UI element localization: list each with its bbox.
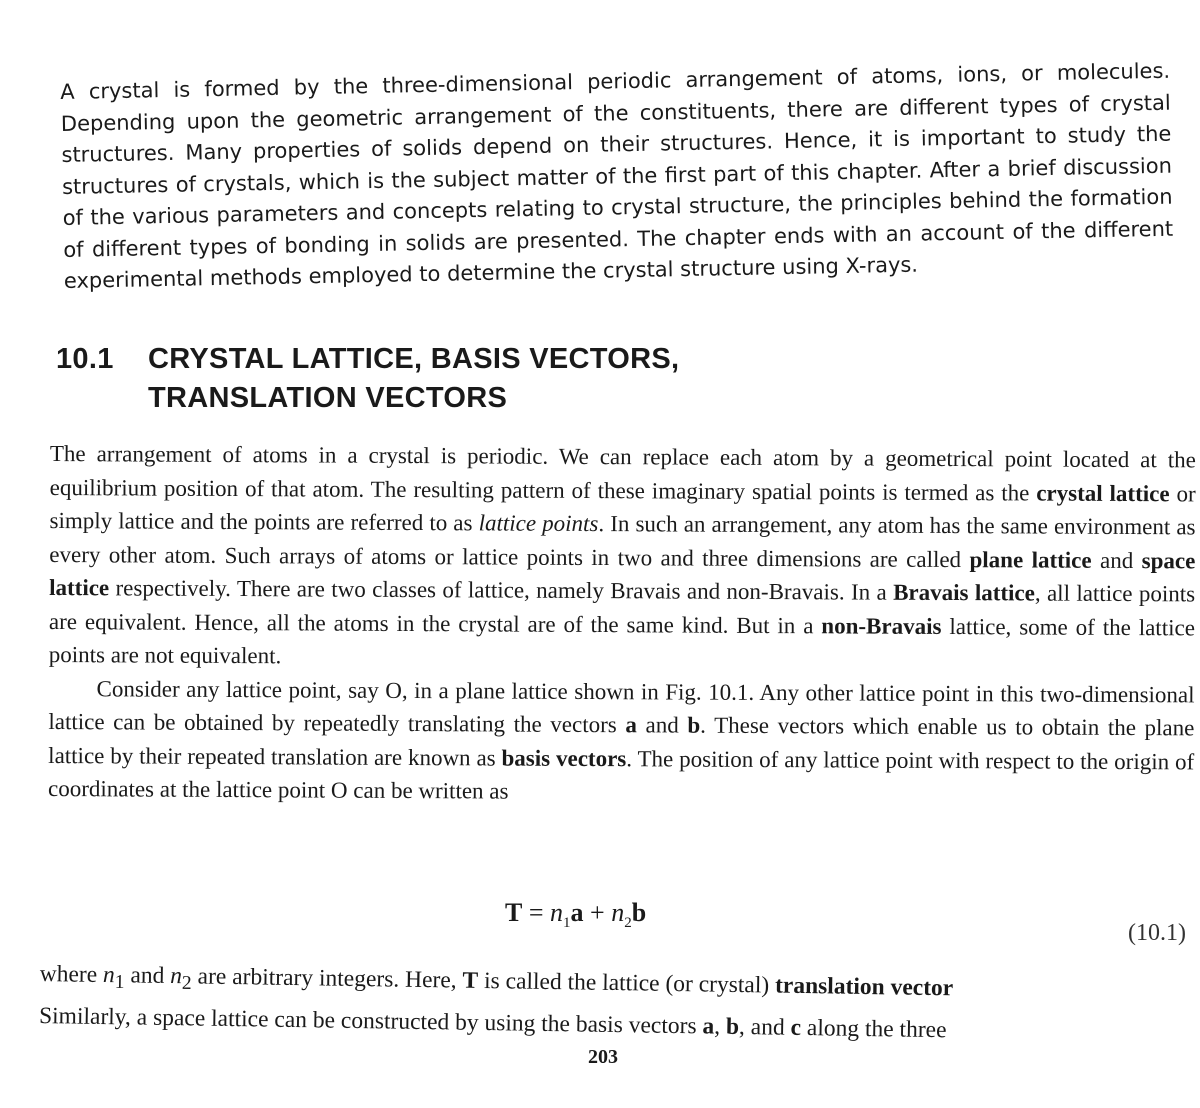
term-basis-vectors: basis vectors	[501, 745, 627, 771]
text-run: ,	[713, 1013, 727, 1040]
eq-vector-b: b	[631, 898, 647, 927]
equation-translation-vector	[505, 898, 646, 932]
var-sub1: 1	[114, 971, 125, 994]
term-non-bravais: non-Bravais	[821, 612, 942, 639]
term-crystal-lattice: crystal lattice	[1036, 480, 1170, 506]
text-run: , and	[738, 1013, 791, 1041]
section-heading-line1	[56, 340, 679, 379]
eq-sub1: 1	[563, 915, 571, 932]
section-title-line2: TRANSLATION VECTORS	[148, 382, 508, 414]
paragraph-lattice-definition	[49, 437, 1196, 678]
vector-a: a	[702, 1013, 715, 1040]
eq-n2: n	[611, 898, 625, 927]
vector-T: T	[462, 967, 479, 994]
eq-n1: n	[550, 898, 564, 927]
section-heading	[56, 340, 679, 418]
text-run: are arbitrary integers. Here,	[191, 963, 463, 994]
text-run: and	[1091, 547, 1142, 573]
term-space-lattice: space lattice	[49, 547, 1196, 601]
text-run: and	[124, 962, 171, 990]
intro-paragraph: A crystal is formed by the three-dimensional periodic arrangement of atoms, ions, or molecules. Depending upon the geometric arrangement of the constituents, there are different types of crystal structures. Many properties of solids depend on their structures. Hence, it is important to study the structures of crystals, which is the subject matter of the first part of this chapter. After a brief discussion of the various parameters and concepts relating to crystal structure, the principles behind the formation of different types of bonding in solids are presented. The chapter ends with an account of the different experimental methods employed to determine the crystal structure using X-rays.	[60, 58, 1174, 293]
text-run: . These vectors which enable us to obtain the plane lattice by their repeated translation are known as	[48, 712, 1195, 771]
eq-sign: =	[522, 898, 551, 927]
term-bravais-lattice: Bravais lattice	[893, 579, 1035, 606]
text-run: or simply lattice and the points are referred to as	[49, 480, 1196, 536]
section-title-line1: CRYSTAL LATTICE, BASIS VECTORS,	[148, 343, 680, 375]
text-run: . In such an arrangement, any atom has the same environment as every other atom. Such arrays of atoms or lattice points in two and three dimensions are called	[49, 511, 1196, 572]
var-n1: n	[102, 961, 115, 989]
text-run: and	[636, 712, 688, 738]
equation-number: (10.1)	[1128, 920, 1186, 946]
vector-b: b	[687, 712, 701, 738]
vector-c: c	[790, 1014, 802, 1041]
text-run: Similarly, a space lattice can be constructed by using the basis vectors	[38, 1002, 703, 1040]
eq-vector-a: a	[570, 898, 584, 927]
eq-plus: +	[583, 898, 612, 927]
var-sub2: 2	[181, 972, 192, 995]
var-n2: n	[170, 963, 183, 990]
body-text	[48, 437, 1196, 812]
closing-text	[39, 957, 1200, 1051]
text-run: , all lattice points are equivalent. Hence, all the atoms in the crystal are of the same kind. But in a	[48, 580, 1196, 638]
text-run: along the three	[800, 1014, 947, 1043]
text-run: . The position of any lattice point with respect to the origin of coordinates at the lattice point O can be written as	[47, 745, 1195, 804]
eq-lhs: T	[505, 898, 523, 927]
paragraph-basis-vectors	[48, 671, 1195, 811]
text-run: The arrangement of atoms in a crystal is periodic. We can replace each atom by a geometrical point located at the equilibrium position of that atom. The resulting pattern of these imaginary spatial points is termed as the	[49, 440, 1196, 506]
term-plane-lattice: plane lattice	[969, 546, 1092, 573]
text-run: lattice, some of the lattice points are not equivalent.	[48, 613, 1196, 669]
vector-a: a	[625, 712, 637, 738]
page-number: 203	[588, 1046, 618, 1068]
text-run: is called the lattice (or crystal)	[478, 967, 776, 999]
section-number: 10.1	[56, 343, 114, 375]
term-translation-vector: translation vector	[774, 972, 954, 1002]
text-run: Consider any lattice point, say O, in a plane lattice shown in Fig. 10.1. Any other lattice point in this two-dimensional lattice can be obtained by repeatedly translating the vectors	[48, 675, 1195, 738]
text-run: where	[39, 960, 104, 988]
vector-b: b	[725, 1013, 740, 1040]
term-lattice-points: lattice points	[478, 510, 599, 537]
eq-sub2: 2	[624, 915, 632, 932]
text-run: respectively. There are two classes of lattice, namely Bravais and non-Bravais. In a	[109, 575, 894, 605]
